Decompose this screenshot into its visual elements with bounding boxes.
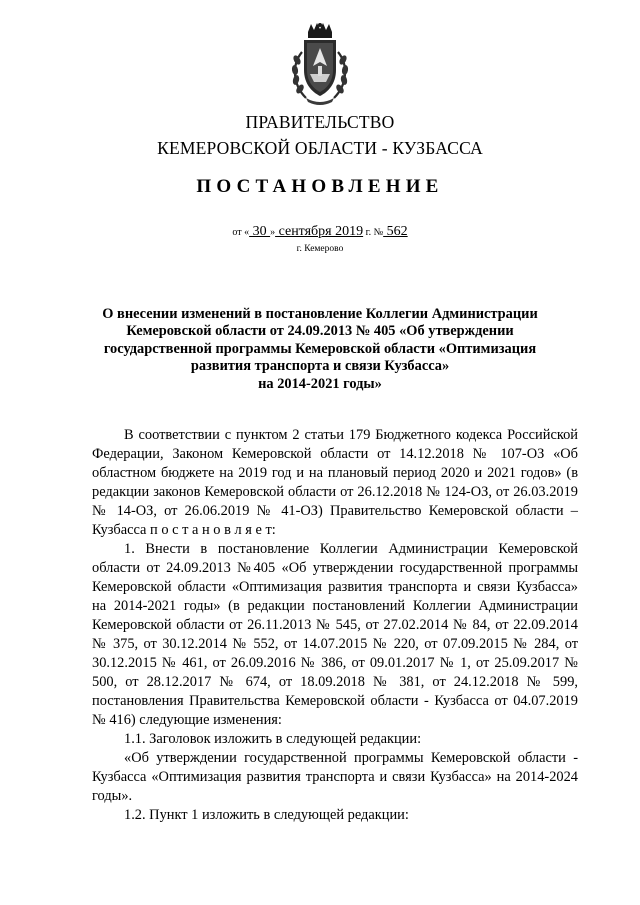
document-title [80, 306, 560, 393]
body-paragraph: В соответствии с пунктом 2 статьи 179 Бюджетного кодекса Российской Федерации, Законом Кемеровской области от 14.12.2018 № 107-ОЗ «Об областном бюджете на 2019 год и на плановый период 2020 и 2021 годов» (в редакции законов Кемеровской области от 26.12.2018 № 124-ОЗ, от 26.03.2019 № 14-ОЗ, от 26.06.2019 № 41-ОЗ) Правительство Кемеровской области – Кузбасса п о с т а н о в л я е т: [92, 427, 578, 538]
body-paragraph: 1.1. Заголовок изложить в следующей редакции: [124, 731, 422, 747]
document-number: 562 [383, 224, 408, 239]
body-paragraph: «Об утверждении государственной программы Кемеровской области - Кузбасса «Оптимизация развития транспорта и связи Кузбасса» на 2014-2024 годы». [92, 750, 578, 804]
government-title-line1: ПРАВИТЕЛЬСТВО [245, 112, 395, 132]
government-title-line2: КЕМЕРОВСКОЙ ОБЛАСТИ - КУЗБАССА [157, 138, 483, 158]
date-month-year: сентября 2019 [275, 224, 364, 239]
body-paragraph: 1.2. Пункт 1 изложить в следующей редакции: [124, 807, 409, 823]
title-line: О внесении изменений в постановление Коллегии Администрации [102, 306, 538, 322]
document-body [92, 426, 578, 825]
title-line: развития транспорта и связи Кузбасса» [190, 358, 450, 375]
coat-of-arms-emblem [286, 22, 354, 108]
title-line: на 2014-2021 годы» [258, 375, 382, 392]
number-label: № [371, 227, 384, 238]
body-paragraph: 1. Внести в постановление Коллегии Администрации Кемеровской области от 24.09.2013 №405 «Об утверждении государственной программы Кемеровской области «Оптимизация развития транспорта и связи Кузбасса» на 2014-2021 годы» (в редакции постановлений Коллегии Администрации Кемеровской области от 26.11.2013 № 545, от 27.02.2014 № 84, от 22.09.2014 № 375, от 30.12.2014 № 552, от 14.07.2015 № 220, от 07.09.2015 № 284, от 30.12.2015 № 461, от 26.09.2016 № 386, от 09.01.2017 № 1, от 25.09.2017 № 500, от 28.12.2017 № 674, от 18.09.2018 № 381, от 24.12.2018 № 599, постановления Правительства Кемеровской области - Кузбасса от 04.07.2019 № 416) следующие изменения: [92, 541, 578, 728]
city-label: г. Кемерово [296, 244, 344, 254]
date-day: 30 [249, 224, 271, 239]
date-prefix: от « [232, 227, 250, 238]
document-type-heading: ПОСТАНОВЛЕНИЕ [196, 176, 444, 197]
date-mid: » [270, 227, 276, 238]
title-line: государственной программы Кемеровской области «Оптимизация [103, 340, 537, 357]
title-line: Кемеровской области от 24.09.2013 № 405 «Об утверждении [126, 323, 514, 340]
document-date-line [0, 224, 640, 240]
date-year-suffix: г. [363, 227, 372, 238]
